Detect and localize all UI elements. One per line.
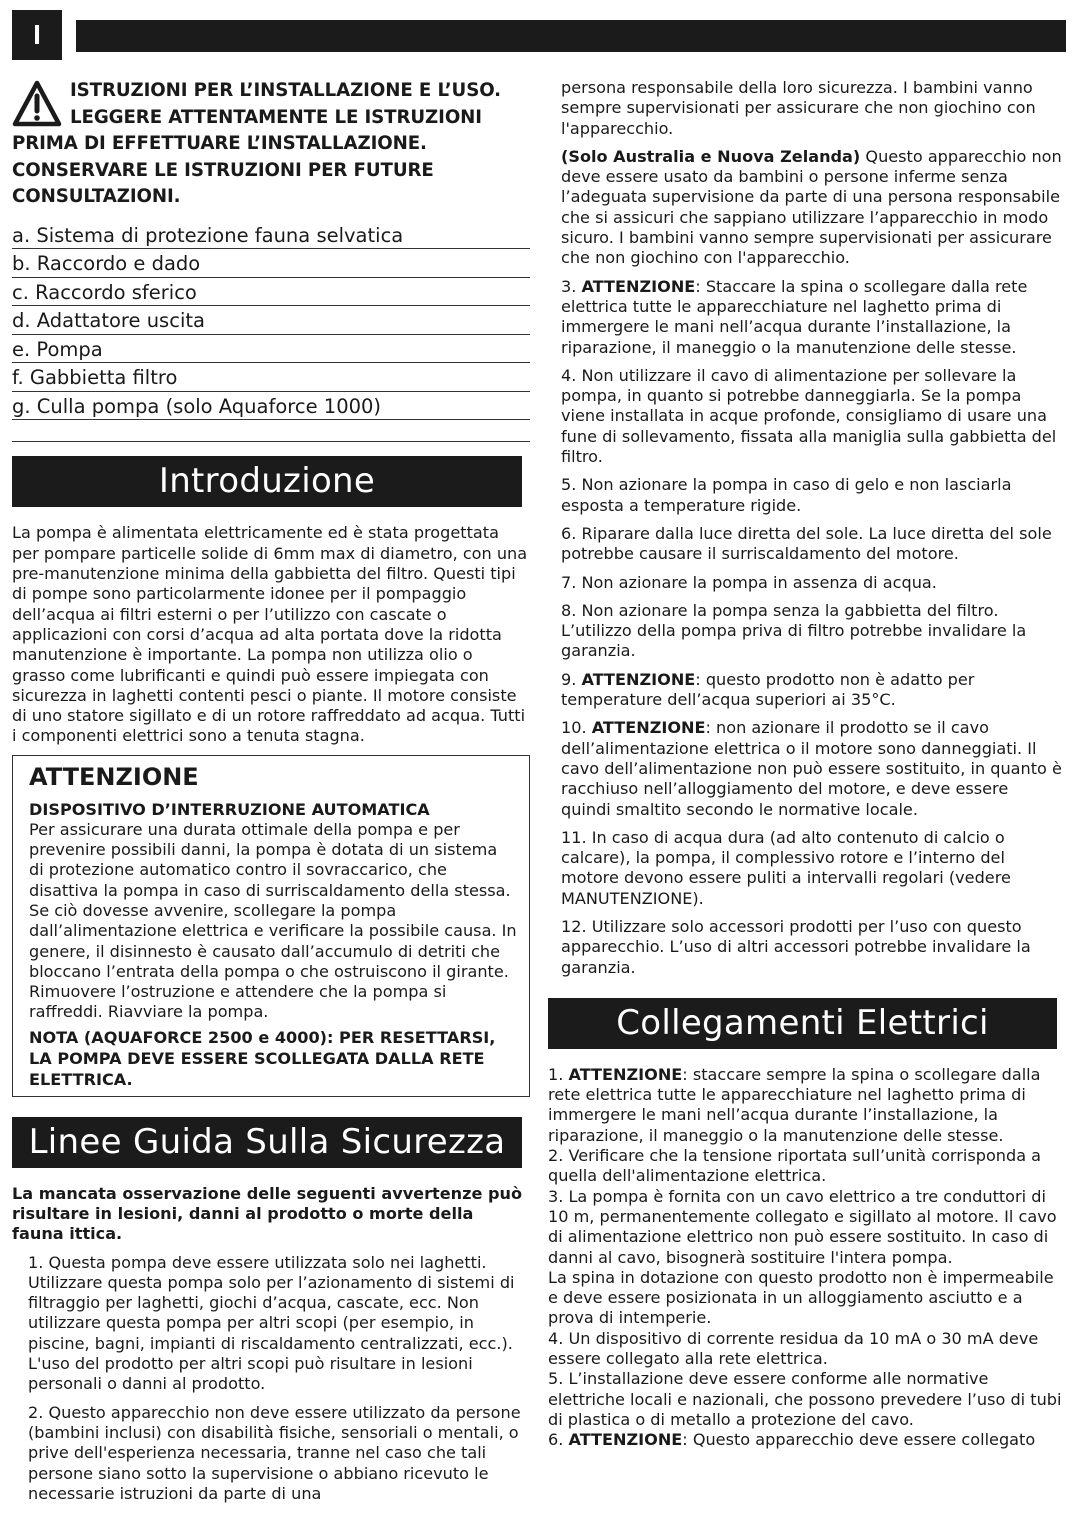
safety-item-11: 11. In caso di acqua dura (ad alto contenuto di calcio o calcare), la pompa, il complessivo rotore e l’interno del motore devono essere puliti a intervalli regolari (vedere MANUTENZIONE).	[561, 827, 1011, 908]
list-item: e. Pompa	[12, 335, 530, 364]
attention-title: ATTENZIONE	[29, 762, 199, 791]
attention-subtitle: DISPOSITIVO D’INTERRUZIONE AUTOMATICA	[29, 799, 430, 819]
intro-heading: Introduzione	[12, 456, 522, 507]
safety-item-1: 1. Questa pompa deve essere utilizzata solo nei laghetti. Utilizzare questa pompa solo per l’azionamento di sistemi di filtraggio per laghetti, giochi d’acqua, cascate, ecc. Non utilizzare questa pompa per altri scopi (per esempio, in piscine, bagni, impianti di riscaldamento centralizzati, ecc.). L'uso del prodotto per altri scopi può risultare in lesioni personali o danni al prodotto.	[28, 1252, 515, 1394]
electrical-item-3: 3. La pompa è fornita con un cavo elettrico a tre conduttori di 10 m, permanentemente collegato e sigillato al motore. Il cavo di alimentazione elettrico non può essere sostituito. In caso di danni al cavo, bisognerà sostituire l'intera pompa.	[548, 1186, 1057, 1267]
attention-box	[12, 755, 530, 1097]
electrical-item-5: 5. L’installazione deve essere conforme alle normative elettriche locali e nazionali, che possono prevedere l’uso di tubi di plastica o di metallo a protezione del cavo.	[548, 1369, 1062, 1429]
electrical-item-4: 4. Un dispositivo di corrente residua da 10 mA o 30 mA deve essere collegato alla rete elettrica.	[548, 1328, 1039, 1369]
safety-item-3: 3. ATTENZIONE: Staccare la spina o scollegare dalla rete elettrica tutte le apparecchiature nel laghetto prima di immergere le mani nell’acqua durante l’installazione, la riparazione, il maneggio o la manutenzione delle stesse.	[561, 276, 1028, 357]
electrical-item-3-plug: La spina in dotazione con questo prodotto non è impermeabile e deve essere posizionata in un alloggiamento asciutto e a prova di intemperie.	[548, 1267, 1054, 1328]
list-item: d. Adattatore uscita	[12, 306, 530, 335]
warning-heading-text: ISTRUZIONI PER L’INSTALLAZIONE E L’USO. LEGGERE ATTENTAMENTE LE ISTRUZIONI PRIMA DI EFFETTUARE L’INSTALLAZIONE. CONSERVARE LE ISTRUZIONI PER FUTURE CONSULTAZIONI.	[12, 80, 501, 208]
electrical-item-2: 2. Verificare che la tensione riportata sull’unità corrisponda a quella dell'alimentazione elettrica.	[548, 1146, 1042, 1186]
safety-item-9: 9. ATTENZIONE: questo prodotto non è adatto per temperature dell’acqua superiori ai 35°C.	[561, 669, 975, 710]
electrical-item-1: 1. ATTENZIONE: staccare sempre la spina o scollegare dalla rete elettrica tutte le apparecchiature nel laghetto prima di immergere le mani nell’acqua durante l’installazione, la riparazione, il maneggio o la manutenzione delle stesse.	[548, 1064, 1041, 1145]
left-column	[12, 78, 530, 1504]
warning-heading	[12, 78, 530, 211]
warning-triangle-icon	[12, 80, 62, 128]
list-item: f. Gabbietta filtro	[12, 363, 530, 392]
safety-item-10: 10. ATTENZIONE: non azionare il prodotto se il cavo dell’alimentazione elettrica o il motore sono danneggiati. Il cavo dell’alimentazione non può essere sostituito, in quanto è racchiuso nell’alloggiamento del motore, e deve essere quindi smaltito secondo le normative locale.	[561, 718, 1062, 819]
electrical-item-6: 6. ATTENZIONE: Questo apparecchio deve essere collegato	[548, 1430, 1036, 1450]
list-item: c. Raccordo sferico	[12, 278, 530, 307]
safety-heading: Linee Guida Sulla Sicurezza	[12, 1117, 522, 1168]
attention-body: Per assicurare una durata ottimale della pompa e per prevenire possibili danni, la pompa è dotata di un sistema di protezione automatico contro il sovraccarico, che disattiva la pompa in caso di surriscaldamento della stessa. Se ciò dovesse avvenire, scollegare la pompa dall’alimentazione elettrica e verificare la possibile causa. In genere, il disinnesto è causato dall’accumulo di detriti che bloccano l’entrata della pompa o che ostruiscono il girante. Rimuovere l’ostruzione e attendere che la pompa si raffreddi. Riavviare la pompa.	[29, 819, 517, 1022]
safety-item-2-continued: persona responsabile della loro sicurezza. I bambini vanno sempre supervisionati per assicurare che non giochino con l'apparecchio.	[561, 78, 1036, 138]
safety-item-2: 2. Questo apparecchio non deve essere utilizzato da persone (bambini inclusi) con disabilità fisiche, sensoriali o mentali, o prive dell'esperienza necessaria, tranne nel caso che tali persone siano sotto la supervisione o abbiano ricevuto le necessarie istruzioni da parte di una	[28, 1402, 521, 1503]
safety-item-4: 4. Non utilizzare il cavo di alimentazione per sollevare la pompa, in quanto si potrebbe danneggiarla. Se la pompa viene installata in acque profonde, consigliamo di usare una fune di sollevamento, fissata alla maniglia sulla gabbietta del filtro.	[561, 365, 1057, 467]
electrical-heading: Collegamenti Elettrici	[548, 998, 1057, 1049]
safety-item-5: 5. Non azionare la pompa in caso di gelo e non lasciarla esposta a temperature rigide.	[561, 475, 1012, 515]
attention-note: NOTA (AQUAFORCE 2500 e 4000): PER RESETTARSI, LA POMPA DEVE ESSERE SCOLLEGATA DALLA RETE ELETTRICA.	[29, 1027, 496, 1089]
list-item: b. Raccordo e dado	[12, 249, 530, 278]
header-bar	[76, 20, 1066, 52]
parts-divider	[12, 420, 530, 442]
list-item: g. Culla pompa (solo Aquaforce 1000)	[12, 392, 530, 421]
safety-continued	[548, 78, 1063, 978]
safety-lead: La mancata osservazione delle seguenti avvertenze può risultare in lesioni, danni al prodotto o morte della fauna ittica.	[12, 1183, 523, 1244]
language-tab: I	[12, 10, 62, 60]
safety-item-8: 8. Non azionare la pompa senza la gabbietta del filtro. L’utilizzo della pompa priva di filtro potrebbe invalidare la garanzia.	[561, 600, 1027, 661]
intro-body: La pompa è alimentata elettricamente ed è stata progettata per pompare particelle solide di 6mm max di diametro, con una pre-manutenzione minima della gabbietta del filtro. Questi tipi di pompe sono particolarmente idonee per il pompaggio dell’acqua ai filtri esterni o per l’utilizzo con cascate o applicazioni con corsi d’acqua ad alta portata dove la ridotta manutenzione è importante. La pompa non utilizza olio o grasso come lubrificanti e quindi può essere impiegata con sicurezza in laghetti contenti pesci o piante. Il motore consiste di uno statore sigillato e di un rotore raffreddato ad acqua. Tutti i componenti elettrici sono a tenuta stagna.	[12, 523, 528, 746]
safety-item-7: 7. Non azionare la pompa in assenza di acqua.	[561, 572, 937, 592]
safety-australia-note: (Solo Australia e Nuova Zelanda) Questo apparecchio non deve essere usato da bambini o persone inferme senza l’adeguata supervisione da parte di una persona responsabile che si assicuri che sappiano utilizzare l’apparecchio in modo sicuro. I bambini vanno sempre supervisionati per assicurare che non giochino con l'apparecchio.	[561, 146, 1062, 268]
safety-item-12: 12. Utilizzare solo accessori prodotti per l’uso con questo apparecchio. L’uso di altri accessori potrebbe invalidare la garanzia.	[561, 916, 1031, 977]
electrical-list	[548, 1065, 1063, 1451]
right-column	[548, 78, 1063, 1451]
parts-list	[12, 221, 530, 421]
list-item: a. Sistema di protezione fauna selvatica	[12, 221, 530, 250]
safety-item-6: 6. Riparare dalla luce diretta del sole. La luce diretta del sole potrebbe causare il surriscaldamento del motore.	[561, 523, 1052, 564]
